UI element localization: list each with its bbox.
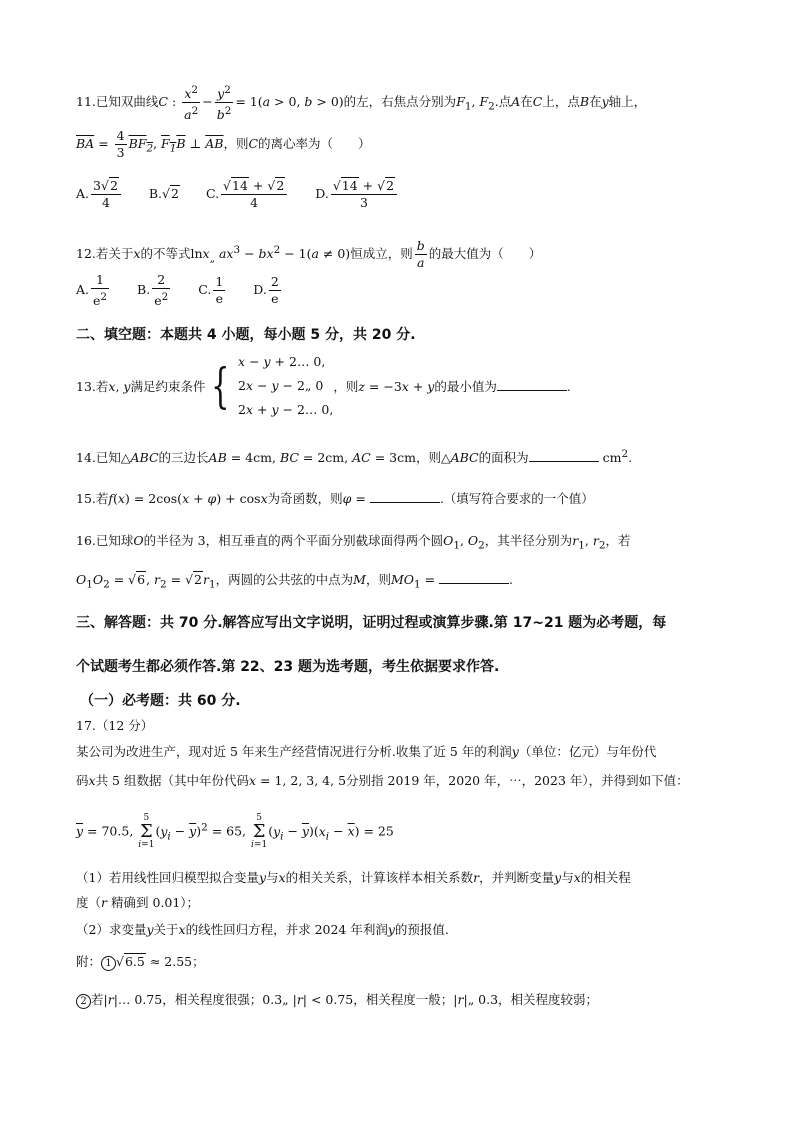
q16-line2: $O_1O_2 = √6$, $r_2 = √2r_1$，两圆的公共弦的中点为M，则$MO_1$ = .	[76, 572, 514, 591]
q17-para2: 码x共 5 组数据（其中年份代码x = 1, 2, 3, 4, 5分别指 2019 年，2020 年，⋯，2023 年），并得到如下值：	[76, 773, 689, 788]
q16-line1: 16.已知球O的半径为 3，相互垂直的两个平面分别截球面得两个圆$O_1$, $O_2$，其半径分别为$r_1$, $r_2$，若	[76, 533, 631, 552]
constraint-system: x − y + 2… 0, 2x − y − 2„ 0 2x + y − 2… 0,	[238, 354, 334, 417]
q15-answer-blank[interactable]	[370, 490, 440, 503]
q14-line: 14.已知△ABC的三边长AB = 4cm, BC = 2cm, AC = 3cm，则△ABC的面积为 $cm^2$.	[76, 448, 633, 466]
q17-sub1: （1）若用线性回归模型拟合变量y与x的相关关系，计算该样本相关系数r，并判断变量y与x的相关程	[76, 870, 631, 885]
section-3-title: 三、解答题：共 70 分.解答应写出文字说明，证明过程或演算步骤.第 17~21 题为必考题，每	[76, 615, 667, 631]
q17-header: 17.（12 分）	[76, 718, 154, 733]
q11-option-a[interactable]: A. $\frac{3√2}{4}$	[76, 178, 123, 211]
q11-option-d[interactable]: D. $\frac{√14 + √2}{3}$	[315, 178, 399, 211]
q12-option-a[interactable]: A. $\frac{1}{e^2}$	[76, 272, 108, 309]
q17-para1: 某公司为改进生产，现对近 5 年来生产经营情况进行分析.收集了近 5 年的利润y（单位：亿元）与年份代	[76, 744, 657, 759]
q12-option-c[interactable]: C. $\frac{1}{e}$	[198, 274, 224, 307]
q12-option-b[interactable]: B. $\frac{2}{e^2}$	[137, 272, 169, 309]
q17-sub1-cont: 度（r 精确到 0.01）；	[76, 895, 200, 910]
q17-sub2: （2）求变量y关于x的线性回归方程，并求 2024 年利润y的预报值.	[76, 922, 449, 937]
q17-attachment-1: 附： 1 √6.5 ≈ 2.55；	[76, 954, 205, 969]
q11-line1: 11.已知双曲线C : $\frac{x^2}{a^2}$ − $\frac{y^2}{b^2}$ = 1(a > 0, b > 0)的左，右焦点分别为$F_1$, $F_2$.点A在C上，点B在y轴上，	[76, 84, 647, 123]
q13-answer-blank[interactable]	[497, 378, 567, 391]
section-3-sub: （一）必考题：共 60 分.	[80, 693, 241, 709]
q11-line2: $\overline{BA}$ = $\frac{4}{3}$ $BF_2$, $F_1B$ ⊥ $\overline{AB}$，则C的离心率为（ ）	[76, 128, 371, 160]
q12-options	[76, 272, 305, 309]
q13-line: 13.若x, y满足约束条件 { x − y + 2… 0, 2x − y − 2„ 0 2x + y − 2… 0,，则z = −3x + y的最小值为 .	[76, 350, 571, 422]
q16-answer-blank[interactable]	[439, 571, 509, 584]
q11-options	[76, 178, 421, 211]
section-2-title: 二、填空题：本题共 4 小题，每小题 5 分，共 20 分.	[76, 327, 416, 343]
circled-1: 1	[101, 956, 116, 971]
section-3-title-cont: 个试题考生都必须作答.第 22、23 题为选考题，考生依据要求作答.	[76, 659, 500, 675]
q15-line: 15.若f(x) = 2cos(x + φ) + cosx为奇函数，则φ = .（填写符合要求的一个值）	[76, 491, 594, 506]
q17-formula: $\overline{y} = 70.5$, 5 Σ $i=1(y_i - \overline{y})^2 = 65$, 5 Σ $i=1(y_i - \overline{y})(x_i - \overline{x}) = 25$	[76, 813, 394, 850]
q11-stem: 11.已知双曲线	[76, 94, 159, 110]
q12-option-d[interactable]: D. $\frac{2}{e}$	[253, 274, 279, 307]
q11-option-c[interactable]: C. $\frac{√14 + √2}{4}$	[206, 178, 289, 211]
q11-option-b[interactable]: B.√2	[148, 186, 179, 201]
circled-2: 2	[76, 994, 91, 1009]
q12-line1: 12.若关于x的不等式lnx$_„$ $ax^3 - bx^2 - 1(a \ne 0)$恒成立，则 $\frac{b}{a}$ 的最大值为（ ）	[76, 238, 542, 270]
q17-attachment-2: 2 若|r|… 0.75，相关程度很强；0.3„ |r| < 0.75，相关程度一般；|r|„ 0.3，相关程度较弱；	[76, 990, 598, 1009]
q14-answer-blank[interactable]	[529, 449, 599, 462]
